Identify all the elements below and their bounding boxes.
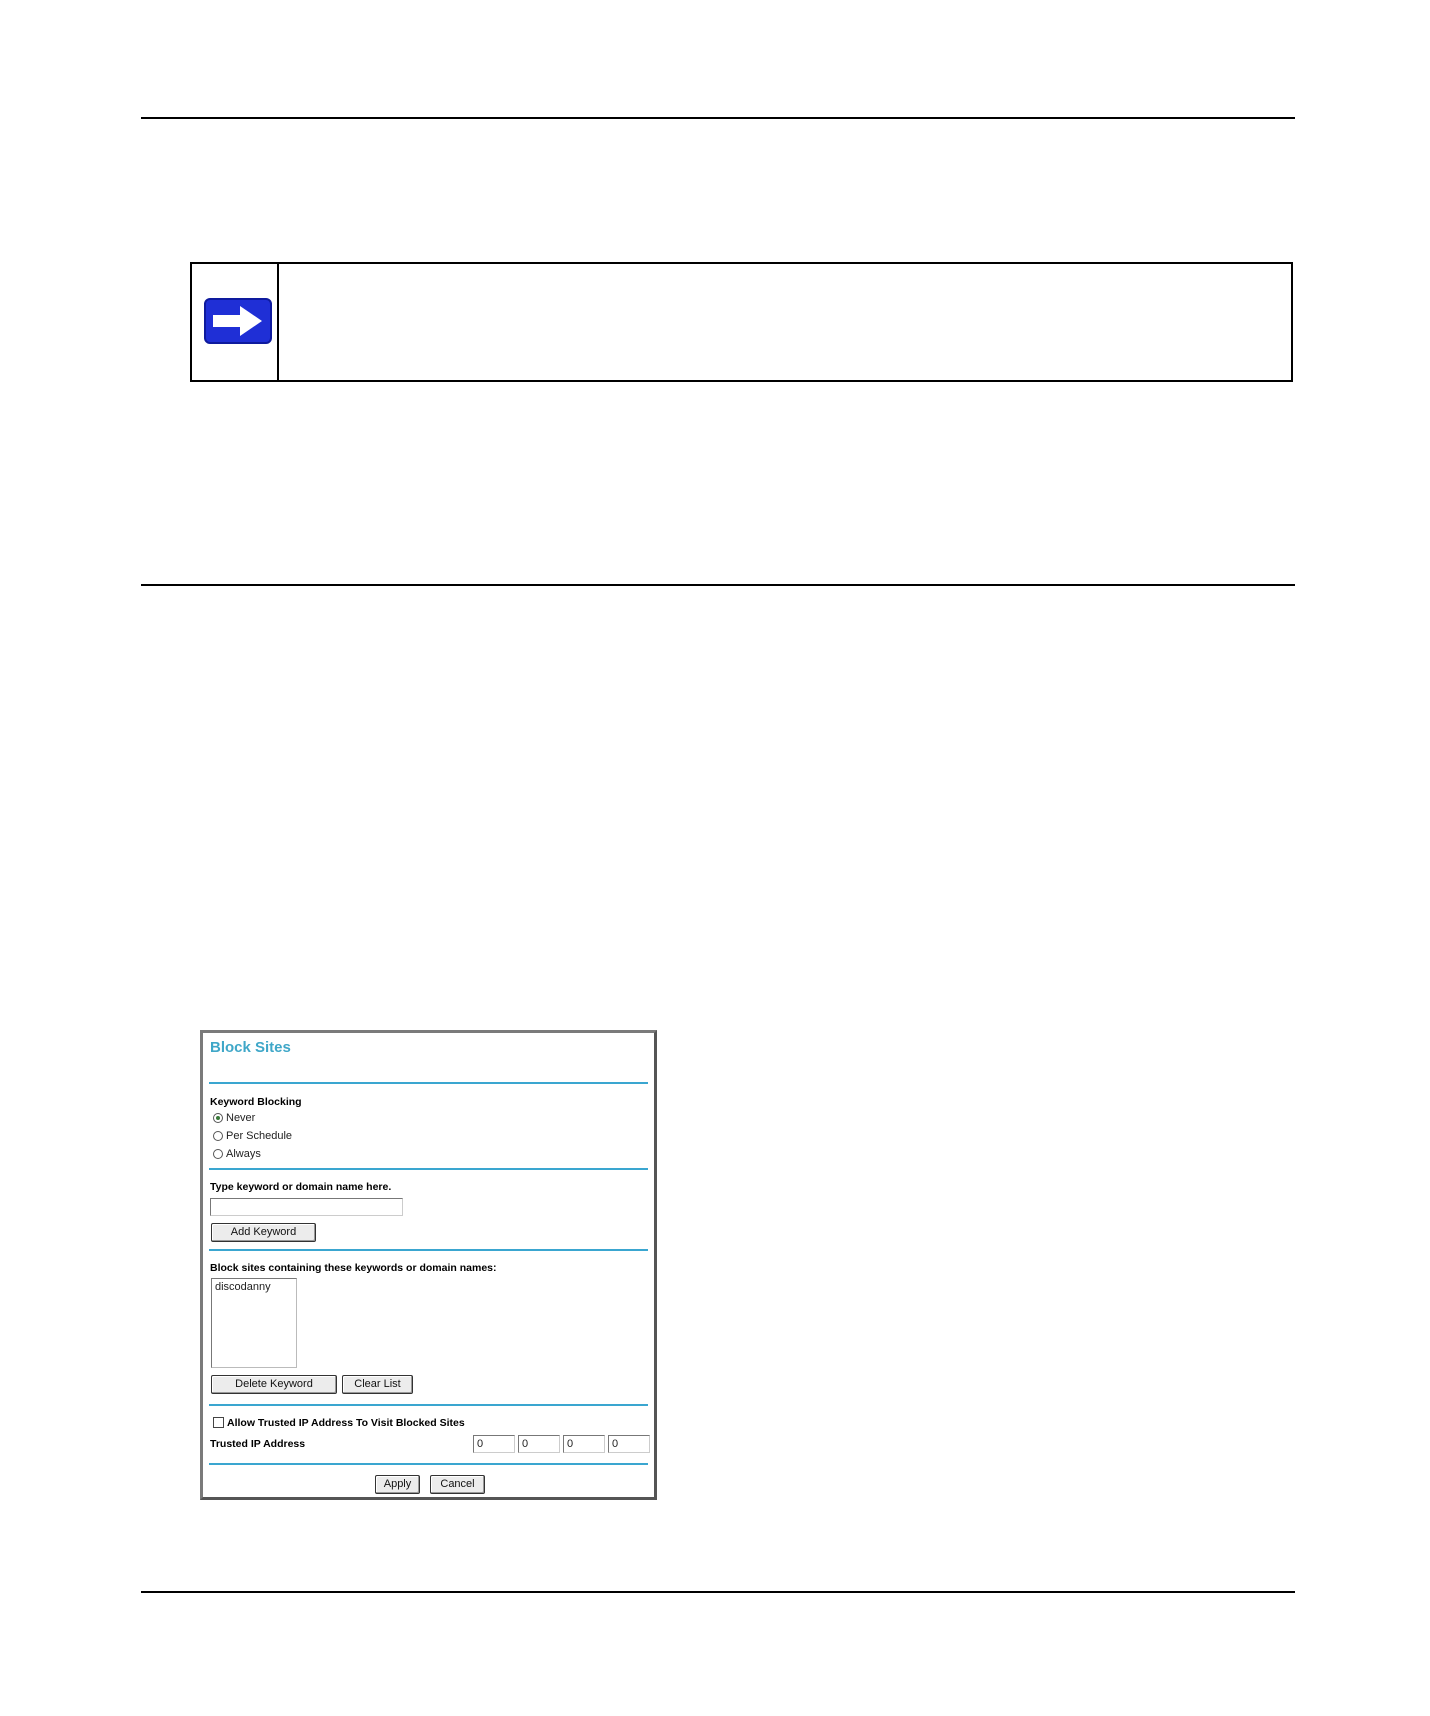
keyword-blocking-label: Keyword Blocking xyxy=(210,1096,302,1108)
radio-always-button[interactable] xyxy=(213,1149,223,1159)
separator xyxy=(209,1168,648,1170)
note-divider xyxy=(277,264,279,380)
allow-trusted-ip-label: Allow Trusted IP Address To Visit Blocked Sites xyxy=(227,1417,465,1429)
block-list-label: Block sites containing these keywords or domain names: xyxy=(210,1262,497,1274)
footer-rule xyxy=(141,1591,1295,1593)
radio-never-button[interactable] xyxy=(213,1113,223,1123)
radio-per-schedule[interactable] xyxy=(213,1129,292,1143)
trusted-ip-label: Trusted IP Address xyxy=(210,1438,306,1450)
radio-per-schedule-button[interactable] xyxy=(213,1131,223,1141)
allow-trusted-ip-checkbox[interactable] xyxy=(213,1417,224,1428)
note-box xyxy=(190,262,1293,382)
clear-list-button[interactable]: Clear List xyxy=(342,1375,413,1394)
radio-never[interactable] xyxy=(213,1111,255,1125)
separator xyxy=(209,1082,648,1084)
trusted-ip-octet-3[interactable] xyxy=(563,1435,605,1453)
keyword-input[interactable] xyxy=(210,1198,403,1216)
separator xyxy=(209,1249,648,1251)
apply-button[interactable]: Apply xyxy=(375,1475,420,1494)
header-rule xyxy=(141,117,1295,119)
separator xyxy=(209,1404,648,1406)
cancel-button[interactable]: Cancel xyxy=(430,1475,485,1494)
radio-always[interactable] xyxy=(213,1147,261,1161)
blocked-keywords-listbox[interactable] xyxy=(211,1278,297,1368)
arrow-right-icon xyxy=(204,298,272,344)
list-item[interactable]: discodanny xyxy=(215,1281,271,1293)
radio-never-label: Never xyxy=(226,1112,256,1124)
section-rule xyxy=(141,584,1295,586)
trusted-ip-octet-1[interactable] xyxy=(473,1435,515,1453)
radio-per-schedule-label: Per Schedule xyxy=(226,1130,293,1142)
delete-keyword-button[interactable]: Delete Keyword xyxy=(211,1375,337,1394)
trusted-ip-octet-4[interactable] xyxy=(608,1435,650,1453)
type-keyword-label: Type keyword or domain name here. xyxy=(210,1181,392,1193)
block-sites-screenshot xyxy=(200,1030,657,1500)
trusted-ip-octet-2[interactable] xyxy=(518,1435,560,1453)
panel-title: Block Sites xyxy=(210,1039,291,1056)
radio-always-label: Always xyxy=(226,1148,261,1160)
add-keyword-button[interactable]: Add Keyword xyxy=(211,1223,316,1242)
separator xyxy=(209,1463,648,1465)
